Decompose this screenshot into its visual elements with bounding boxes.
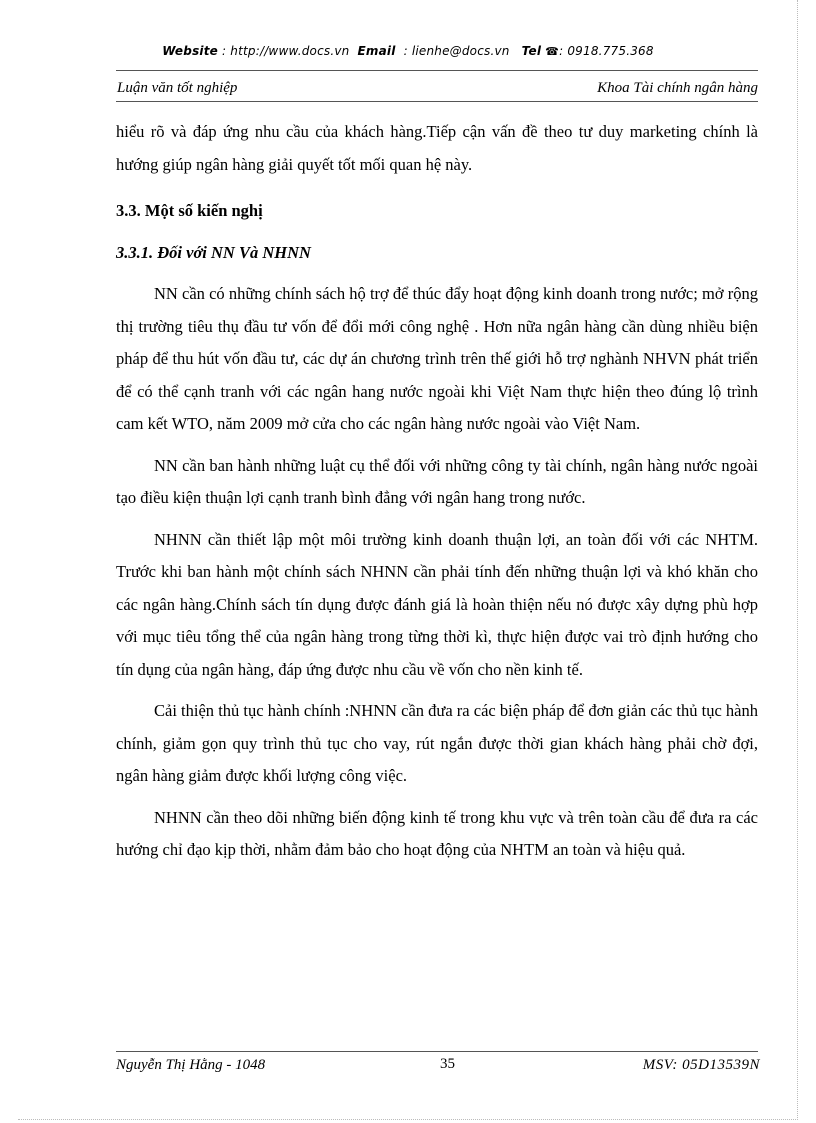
paragraph-4: Cải thiện thủ tục hành chính :NHNN cần đưa ra các biện pháp để đơn giản các thủ tục hành chính, giảm gọn quy trình thủ tục cho vay, rút ngắn được thời gian khách hàng phải chờ đợi, ngân hàng giảm được khối lượng công việc.: [116, 701, 758, 785]
website-label: Website: [162, 44, 218, 58]
header-thesis-title: Luận văn tốt nghiệp: [117, 80, 238, 96]
header-top-rule: [116, 70, 758, 71]
page-border-right: [797, 0, 798, 1120]
paragraph-5: NHNN cần theo dõi những biến động kinh tế trong khu vực và trên toàn cầu để đưa ra các hướng chỉ đạo kịp thời, nhằm đảm bảo cho hoạt động của NHTM an toàn và hiệu quả.: [116, 807, 758, 859]
footer-rule: [116, 1051, 758, 1052]
email-label: Email: [357, 44, 396, 58]
page-border-bottom: [18, 1119, 798, 1120]
tel-label: Tel: [521, 44, 542, 58]
paragraph-3: NHNN cần thiết lập một môi trường kinh doanh thuận lợi, an toàn đối với các NHTM. Trước khi ban hành một chính sách NHNN cần phải tính đến những thuận lợi và khó khăn cho các ngân hàng.Chính sách tín dụng được đánh giá là hoàn thiện nếu nó được xây dựng phù hợp với mục tiêu tổng thể của ngân hàng trong từng thời kì, thực hiện được vai trò định hướng cho tín dụng của ngân hàng, đáp ứng được nhu cầu về vốn cho nền kinh tế.: [116, 529, 758, 679]
section-heading-3-3: 3.3. Một số kiến nghị: [116, 201, 263, 220]
email-address[interactable]: : lienhe@docs.vn: [403, 44, 510, 58]
subsection-heading-3-3-1: 3.3.1. Đối với NN Và NHNN: [116, 242, 311, 262]
page-number: 35: [440, 1056, 455, 1072]
footer-student-id: MSV: 05D13539N: [642, 1057, 760, 1073]
website-url[interactable]: : http://www.docs.vn: [222, 44, 350, 58]
footer-author: Nguyễn Thị Hằng - 1048: [116, 1057, 266, 1073]
phone-icon: ☎: [545, 45, 560, 58]
paragraph-1: NN cần có những chính sách hộ trợ để thúc đẩy hoạt động kinh doanh trong nước; mở rộng thị trường tiêu thụ đầu tư vốn để đổi mới công nghệ . Hơn nữa ngân hàng cần dùng nhiều biện pháp để thu hút vốn đầu tư, các dự án chương trình trên thế giới hỗ trợ nghành NHVN phát triển để có thể cạnh tranh với các ngân hang nước ngoài khi Việt Nam thực hiện theo đúng lộ trình cam kết WTO, năm 2009 mở cửa cho các ngân hàng nước ngoài vào Việt Nam.: [116, 284, 758, 433]
paragraph-2: NN cần ban hành những luật cụ thể đối với những công ty tài chính, ngân hàng nước ngoài tạo điều kiện thuận lợi cạnh tranh bình đẳng với ngân hang trong nước.: [116, 455, 758, 507]
tel-number: : 0918.775.368: [559, 44, 654, 58]
paragraph-intro: hiểu rõ và đáp ứng nhu cầu của khách hàng.Tiếp cận vấn đề theo tư duy marketing chính là hướng giúp ngân hàng giải quyết tốt mối quan hệ này.: [116, 122, 758, 174]
website-banner: [0, 44, 816, 58]
main-content: [116, 116, 758, 867]
header-faculty: Khoa Tài chính ngân hàng: [597, 80, 758, 96]
header-bottom-rule: [116, 101, 758, 102]
